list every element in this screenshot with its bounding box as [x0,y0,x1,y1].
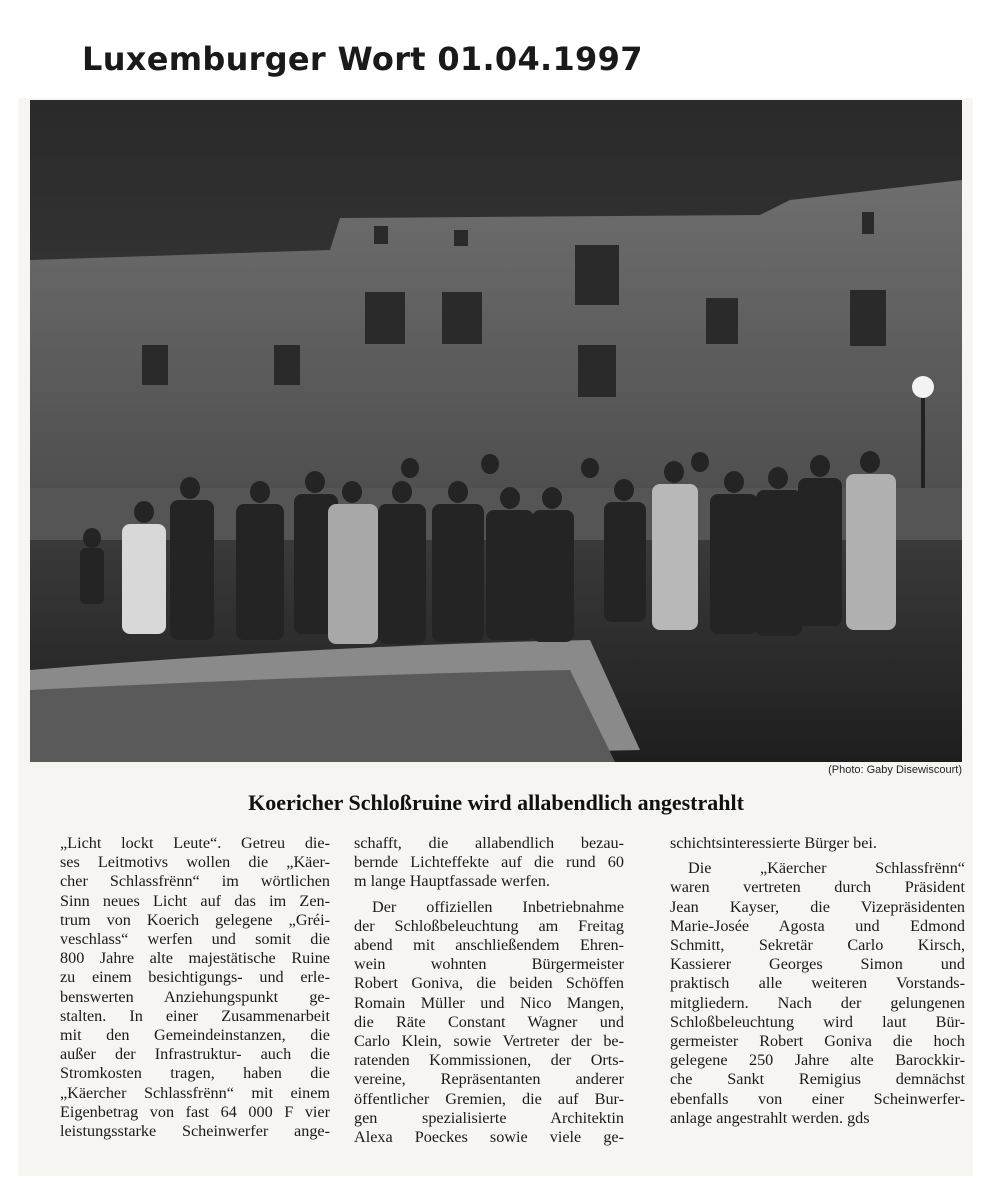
photo-credit: (Photo: Gaby Disewiscourt) [828,764,962,776]
text-line: außer der Infrastruktur- auch die [60,1045,330,1064]
text-line: Eigenbetrag von fast 64 000 F vier [60,1102,330,1121]
text-line: benswerten Anziehungspunkt ge- [60,987,330,1006]
text-line: gelegene 250 Jahre alte Barockkir- [670,1051,965,1070]
article-column-1 [60,834,330,1141]
text-line: bernde Lichteffekte auf die rund 60 [354,853,624,872]
text-line: Robert Goniva, die beiden Schöffen [354,974,624,993]
text-line: mit den Gemeindeinstanzen, die [60,1026,330,1045]
text-line: waren vertreten durch Präsident [670,878,965,897]
text-line: leistungsstarke Scheinwerfer ange- [60,1122,330,1141]
text-line: „Käercher Schlassfrënn“ mit einem [60,1083,330,1102]
text-line: die Räte Constant Wagner und [354,1012,624,1031]
text-line: „Licht lockt Leute“. Getreu die- [60,834,330,852]
text-line: veschlass“ werfen und somit die [60,930,330,949]
article-column-2 [354,834,624,1147]
text-line: 800 Jahre alte majestätische Ruine [60,949,330,968]
masthead-title: Luxemburger Wort 01.04.1997 [82,40,643,78]
text-line: cher Schlassfrënn“ im wörtlichen [60,872,330,891]
text-line: anlage angestrahlt werden. gds [670,1108,870,1127]
text-line: ratenden Kommissionen, der Orts- [354,1051,624,1070]
article-column-3 [670,834,965,1128]
text-line: ebenfalls von einer Scheinwerfer- [670,1089,965,1108]
text-line: der Schloßbeleuchtung am Freitag [354,916,624,935]
text-line: m lange Hauptfassade werfen. [354,872,550,891]
text-line: schichtsinteressierte Bürger bei. [670,834,877,852]
text-line: zu einem besichtigungs- und erle- [60,968,330,987]
text-line: praktisch alle weiteren Vorstands- [670,974,965,993]
text-line: ses Leitmotivs wollen die „Käer- [60,853,330,872]
text-line: Schloßbeleuchtung wird laut Bür- [670,1012,965,1031]
text-line: che Sankt Remigius demnächst [670,1070,965,1089]
text-line: Marie-Josée Agosta und Edmond [670,916,965,935]
text-line: abend mit anschließendem Ehren- [354,936,624,955]
text-line: germeister Robert Goniva die hoch [670,1032,965,1051]
text-line: stalten. In einer Zusammenarbeit [60,1006,330,1025]
text-line: Die „Käercher Schlassfrënn“ [688,859,965,878]
text-line: trum von Koerich gelegene „Gréi- [60,910,330,929]
text-line: mitgliedern. Nach der gelungenen [670,993,965,1012]
text-line: Der offiziellen Inbetriebnahme [372,897,624,916]
text-line: schafft, die allabendlich bezau- [354,834,624,852]
text-line: öffentlicher Gremien, die auf Bur- [354,1089,624,1108]
text-line: wein wohnten Bürgermeister [354,955,624,974]
text-line: gen spezialisierte Architektin [354,1108,624,1127]
text-line: Alexa Poeckes sowie viele ge- [354,1128,624,1147]
text-line: Kassierer Georges Simon und [670,955,965,974]
group-photo [30,100,962,762]
text-line: Carlo Klein, sowie Vertreter der be- [354,1032,624,1051]
text-line: Schmitt, Sekretär Carlo Kirsch, [670,936,965,955]
article-headline: Koericher Schloßruine wird allabendlich angestrahlt [248,790,744,815]
castle-night-photo-icon [30,100,962,762]
text-line: Stromkosten tragen, haben die [60,1064,330,1083]
text-line: Sinn neues Licht auf das im Zen- [60,891,330,910]
text-line: Romain Müller und Nico Mangen, [354,993,624,1012]
text-line: Jean Kayser, die Vizepräsidenten [670,897,965,916]
text-line: vereine, Repräsentanten anderer [354,1070,624,1089]
